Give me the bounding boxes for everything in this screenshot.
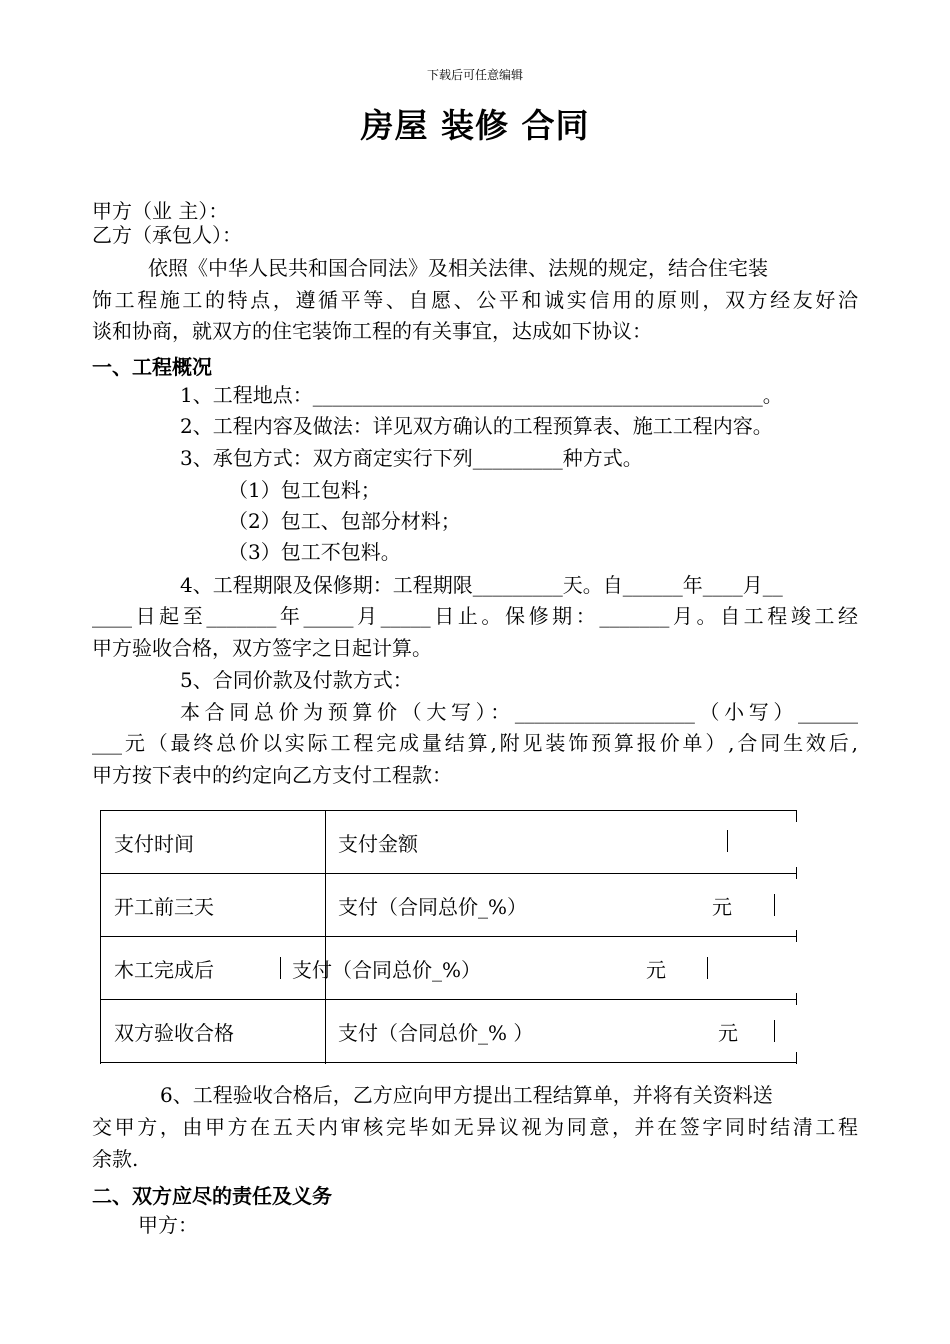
option-3: （3）包工不包料。 (228, 540, 401, 564)
table-row-3-unit: 元 (718, 1021, 738, 1045)
option-2: （2）包工、包部分材料； (228, 509, 461, 533)
option-1: （1）包工包料； (228, 478, 381, 502)
table-row-1-time: 开工前三天 (114, 895, 214, 919)
item3-method: 3、承包方式：双方商定实行下列_________种方式。 (180, 446, 643, 470)
table-row-2-amount: 支付（合同总价_%） (292, 958, 482, 982)
table-row-1-amount: 支付（合同总价_%） (338, 895, 528, 919)
table-row-3-amount: 支付（合同总价_% ） (338, 1021, 534, 1045)
section1-heading: 一、工程概况 (92, 355, 212, 379)
intro-line-3: 谈和协商，就双方的住宅装饰工程的有关事宜，达成如下协议： (92, 319, 652, 343)
table-row-1-unit: 元 (712, 895, 732, 919)
table-header-amount: 支付金额 (338, 832, 418, 856)
price-line-2: ___元（最终总价以实际工程完成量结算,附见装饰预算报价单）,合同生效后, (92, 731, 858, 755)
party-b-line: 乙方（承包人）： (92, 223, 242, 247)
item2-content: 2、工程内容及做法：详见双方确认的工程预算表、施工工程内容。 (180, 414, 773, 438)
item4-line-3: 甲方验收合格，双方签字之日起计算。 (92, 636, 432, 660)
table-row-2-unit: 元 (646, 958, 666, 982)
price-line-3: 甲方按下表中的约定向乙方支付工程款： (92, 763, 452, 787)
item1-location: 1、工程地点：_____________________________________________。 (180, 383, 783, 407)
section2-heading: 二、双方应尽的责任及义务 (92, 1184, 332, 1208)
item5-heading: 5、合同价款及付款方式： (180, 668, 413, 692)
item4-line-1: 4、工程期限及保修期：工程期限_________天。自______年____月__ (180, 573, 783, 597)
item6-line-2: 交甲方，由甲方在五天内审核完毕如无异议视为同意，并在签字同时结清工程 (92, 1115, 858, 1139)
header-note: 下载后可任意编辑 (426, 68, 523, 82)
item6-line-1: 6、工程验收合格后，乙方应向甲方提出工程结算单，并将有关资料送 (160, 1083, 773, 1107)
party-a-line: 甲方（业 主）： (92, 199, 229, 223)
table-header-time: 支付时间 (114, 832, 194, 856)
intro-line-2: 饰工程施工的特点，遵循平等、自愿、公平和诚实信用的原则，双方经友好洽 (92, 288, 858, 312)
item6-line-3: 余款. (92, 1147, 139, 1171)
price-line-1: 本合同总价为预算价（大写）：__________________（小写）______ (180, 700, 858, 724)
item4-line-2: ____日起至_______年_____月_____日止。保修期：_______月。自工程竣工经 (92, 604, 858, 628)
payment-table (100, 810, 797, 1064)
intro-line-1: 依照《中华人民共和国合同法》及相关法律、法规的规定，结合住宅装 (148, 256, 768, 280)
table-row-3-time: 双方验收合格 (114, 1021, 234, 1045)
document-title: 房屋 装修 合同 (360, 106, 590, 145)
section2-party-a: 甲方： (138, 1213, 198, 1237)
table-row-2-time: 木工完成后 (114, 958, 214, 982)
